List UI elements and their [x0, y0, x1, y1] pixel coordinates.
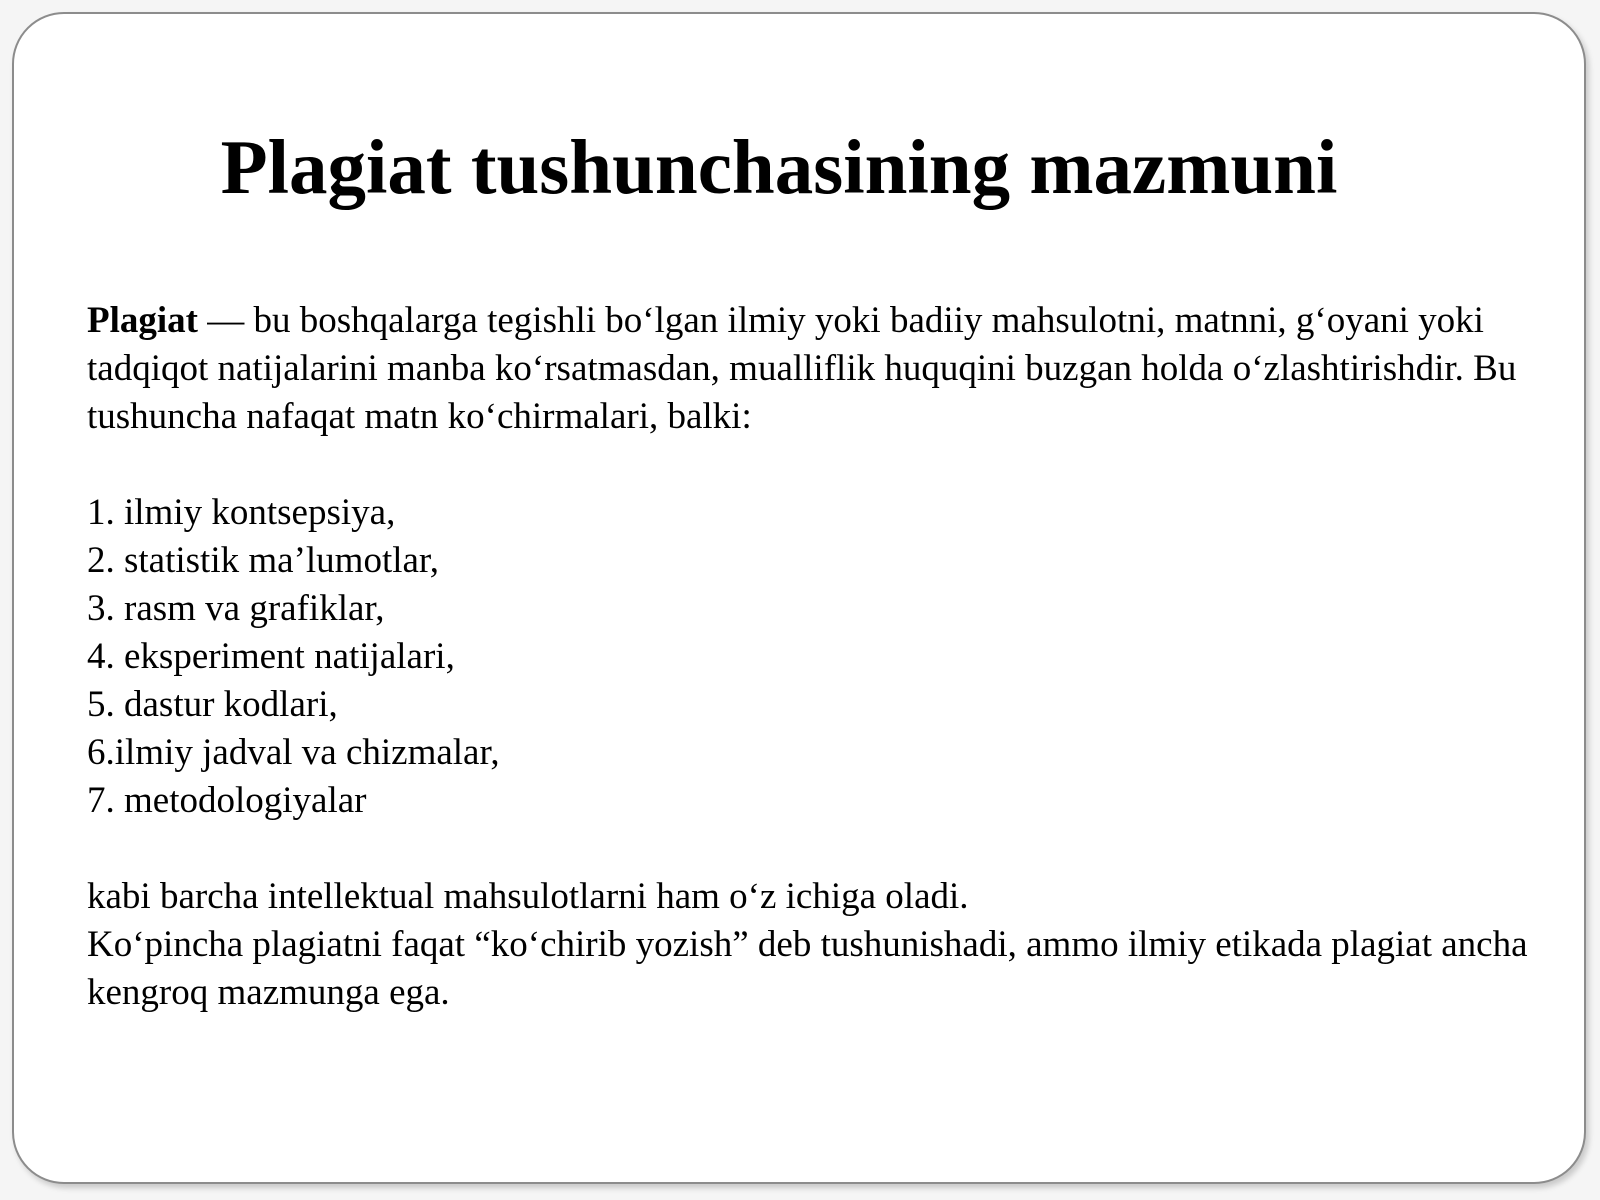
closing-paragraph-1: kabi barcha intellektual mahsulotlarni ham o‘z ichiga oladi.: [87, 876, 969, 917]
intellectual-products-list: [87, 489, 1567, 825]
list-item: 1. ilmiy kontsepsiya,: [87, 492, 396, 533]
list-item: 2. statistik ma’lumotlar,: [87, 540, 440, 581]
list-item: 5. dastur kodlari,: [87, 684, 338, 725]
list-item: 7. metodologiyalar: [87, 780, 367, 821]
list-item: 4. eksperiment natijalari,: [87, 636, 455, 677]
spacer: [87, 825, 1567, 873]
definition-text: — bu boshqalarga tegishli bo‘lgan ilmiy yoki badiiy mahsulotni, matnni, g‘oyani yoki tadqiqot natijalarini manba ko‘rsatmasdan, mualliflik huquqini buzgan holda o‘zlashtirishdir. Bu tushuncha nafaqat matn ko‘chirmalari, balki:: [87, 300, 1517, 437]
definition-term: Plagiat: [87, 300, 198, 341]
slide-title: Plagiat tushunchasining mazmuni: [220, 124, 1338, 210]
closing-paragraph-2: Ko‘pincha plagiatni faqat “ko‘chirib yozish” deb tushunishadi, ammo ilmiy etikada plagiat ancha kengroq mazmunga ega.: [87, 924, 1528, 1013]
list-item: 3. rasm va grafiklar,: [87, 588, 385, 629]
definition-paragraph: [87, 297, 1567, 441]
slide: [12, 12, 1586, 1184]
slide-body: [87, 297, 1567, 1017]
spacer: [87, 441, 1567, 489]
list-item: 6.ilmiy jadval va chizmalar,: [87, 732, 500, 773]
